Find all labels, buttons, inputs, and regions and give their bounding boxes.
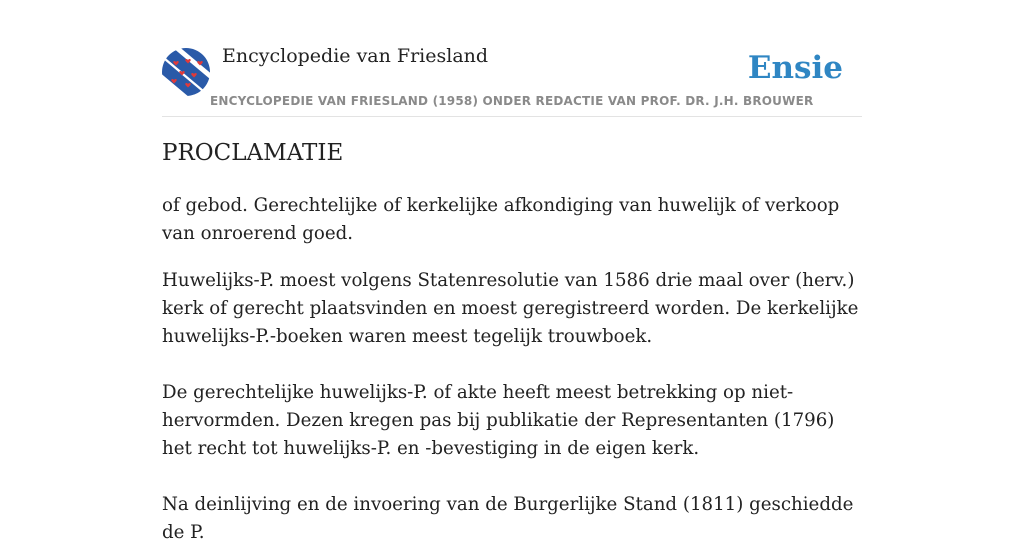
article-paragraph: Huwelijks-P. moest volgens Statenresolutie van 1586 drie maal over (herv.) kerk of gerecht plaatsvinden en moest geregistreerd worden. De kerkelijke huwelijks-P.-boeken waren meest tegelijk trouwboek. <box>162 270 859 347</box>
site-header <box>162 0 862 117</box>
article-paragraph: De gerechtelijke huwelijks-P. of akte heeft meest betrekking op niet-hervormden. Dezen kregen pas bij publikatie der Representanten (1796) het recht tot huwelijks-P. en -bevestiging in de eigen kerk. <box>162 382 835 459</box>
article-paragraph: Na deinlijving en de invoering van de Burgerlijke Stand (1811) geschiedde de P. <box>162 494 854 543</box>
site-subtitle: ENCYCLOPEDIE VAN FRIESLAND (1958) ONDER REDACTIE VAN PROF. DR. J.H. BROUWER <box>210 94 814 108</box>
page-title: PROCLAMATIE <box>162 140 344 166</box>
page <box>162 0 862 543</box>
article-paragraph: of gebod. Gerechtelijke of kerkelijke afkondiging van huwelijk of verkoop van onroerend goed. <box>162 195 840 244</box>
article-body <box>162 192 862 547</box>
ensie-logo[interactable]: Ensie <box>747 50 843 86</box>
site-title[interactable]: Encyclopedie van Friesland <box>222 45 489 67</box>
frisian-flag-icon[interactable] <box>162 48 210 96</box>
